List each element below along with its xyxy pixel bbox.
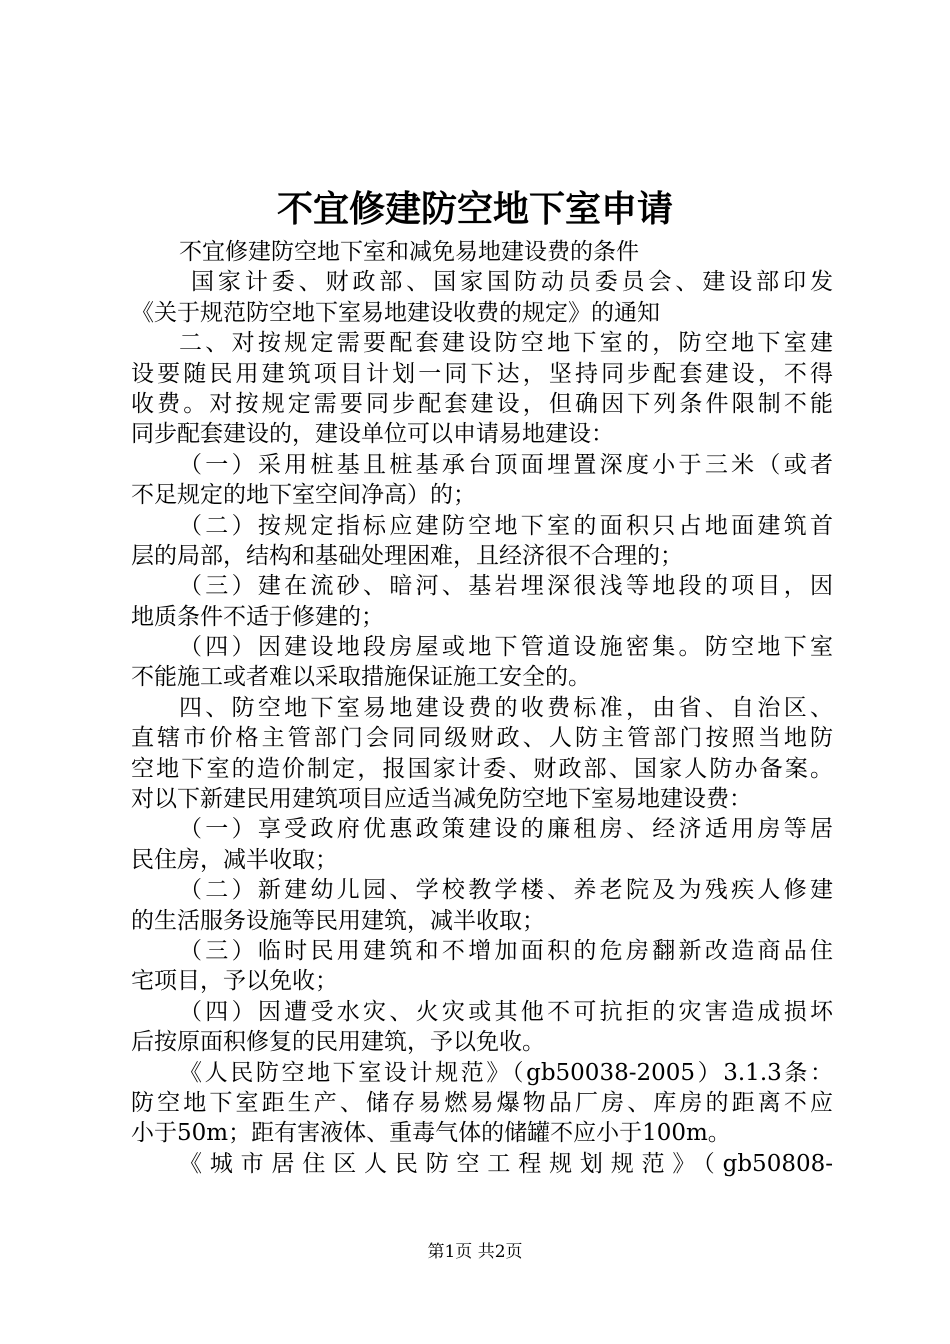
document-body: [131, 237, 833, 1179]
text-line: （二）新建幼儿园、学校教学楼、养老院及为残疾人修建: [179, 877, 833, 904]
text-line: （一）采用桩基且桩基承台顶面埋置深度小于三米（或者: [179, 451, 833, 478]
text-line: 四、防空地下室易地建设费的收费标准，由省、自治区、: [179, 694, 833, 721]
page-footer: 第1页 共2页: [427, 1242, 523, 1262]
text-line: 防空地下室距生产、储存易燃易爆物品厂房、库房的距离不应: [131, 1089, 833, 1116]
text-line: 层的局部，结构和基础处理困难，且经济很不合理的；: [131, 542, 683, 569]
text-line: 《城市居住区人民防空工程规划规范》（gb50808-: [179, 1150, 833, 1177]
text-line: 民住房，减半收取；: [131, 846, 338, 873]
text-line: 《人民防空地下室设计规范》（gb50038-2005）3.1.3条：: [179, 1059, 833, 1086]
text-line: 对以下新建民用建筑项目应适当减免防空地下室易地建设费：: [131, 786, 752, 813]
text-line: 设要随民用建筑项目计划一同下达，坚持同步配套建设，不得: [131, 360, 833, 387]
text-line: （二）按规定指标应建防空地下室的面积只占地面建筑首: [179, 512, 833, 539]
text-line: （三）临时民用建筑和不增加面积的危房翻新改造商品住: [179, 937, 833, 964]
text-line: 地质条件不适于修建的；: [131, 603, 384, 630]
text-line: 的生活服务设施等民用建筑，减半收取；: [131, 907, 545, 934]
text-line: 收费。对按规定需要同步配套建设，但确因下列条件限制不能: [131, 390, 833, 417]
text-line: 不能施工或者难以采取措施保证施工安全的。: [131, 664, 591, 691]
text-line: 不足规定的地下室空间净高）的；: [131, 482, 476, 509]
text-line: 后按原面积修复的民用建筑，予以免收。: [131, 1029, 545, 1056]
text-line: 国家计委、财政部、国家国防动员委员会、建设部印发: [191, 269, 833, 296]
text-line: （三）建在流砂、暗河、基岩埋深很浅等地段的项目，因: [179, 573, 833, 600]
text-line: 不宜修建防空地下室和减免易地建设费的条件: [179, 239, 639, 265]
text-line: 直辖市价格主管部门会同同级财政、人防主管部门按照当地防: [131, 725, 833, 752]
document-title: 不宜修建防空地下室申请: [276, 188, 673, 230]
text-line: （四）因建设地段房屋或地下管道设施密集。防空地下室: [179, 634, 833, 661]
text-line: （四）因遭受水灾、火灾或其他不可抗拒的灾害造成损坏: [179, 998, 833, 1025]
text-line: 宅项目，予以免收；: [131, 968, 338, 995]
text-line: （一）享受政府优惠政策建设的廉租房、经济适用房等居: [179, 816, 833, 843]
text-line: 小于50m；距有害液体、重毒气体的储罐不应小于100m。: [131, 1120, 731, 1147]
text-line: 空地下室的造价制定，报国家计委、财政部、国家人防办备案。: [131, 755, 833, 782]
text-line: 二、对按规定需要配套建设防空地下室的，防空地下室建: [179, 330, 833, 357]
text-line: 《关于规范防空地下室易地建设收费的规定》的通知: [131, 299, 660, 326]
text-line: 同步配套建设的，建设单位可以申请易地建设：: [131, 421, 614, 448]
